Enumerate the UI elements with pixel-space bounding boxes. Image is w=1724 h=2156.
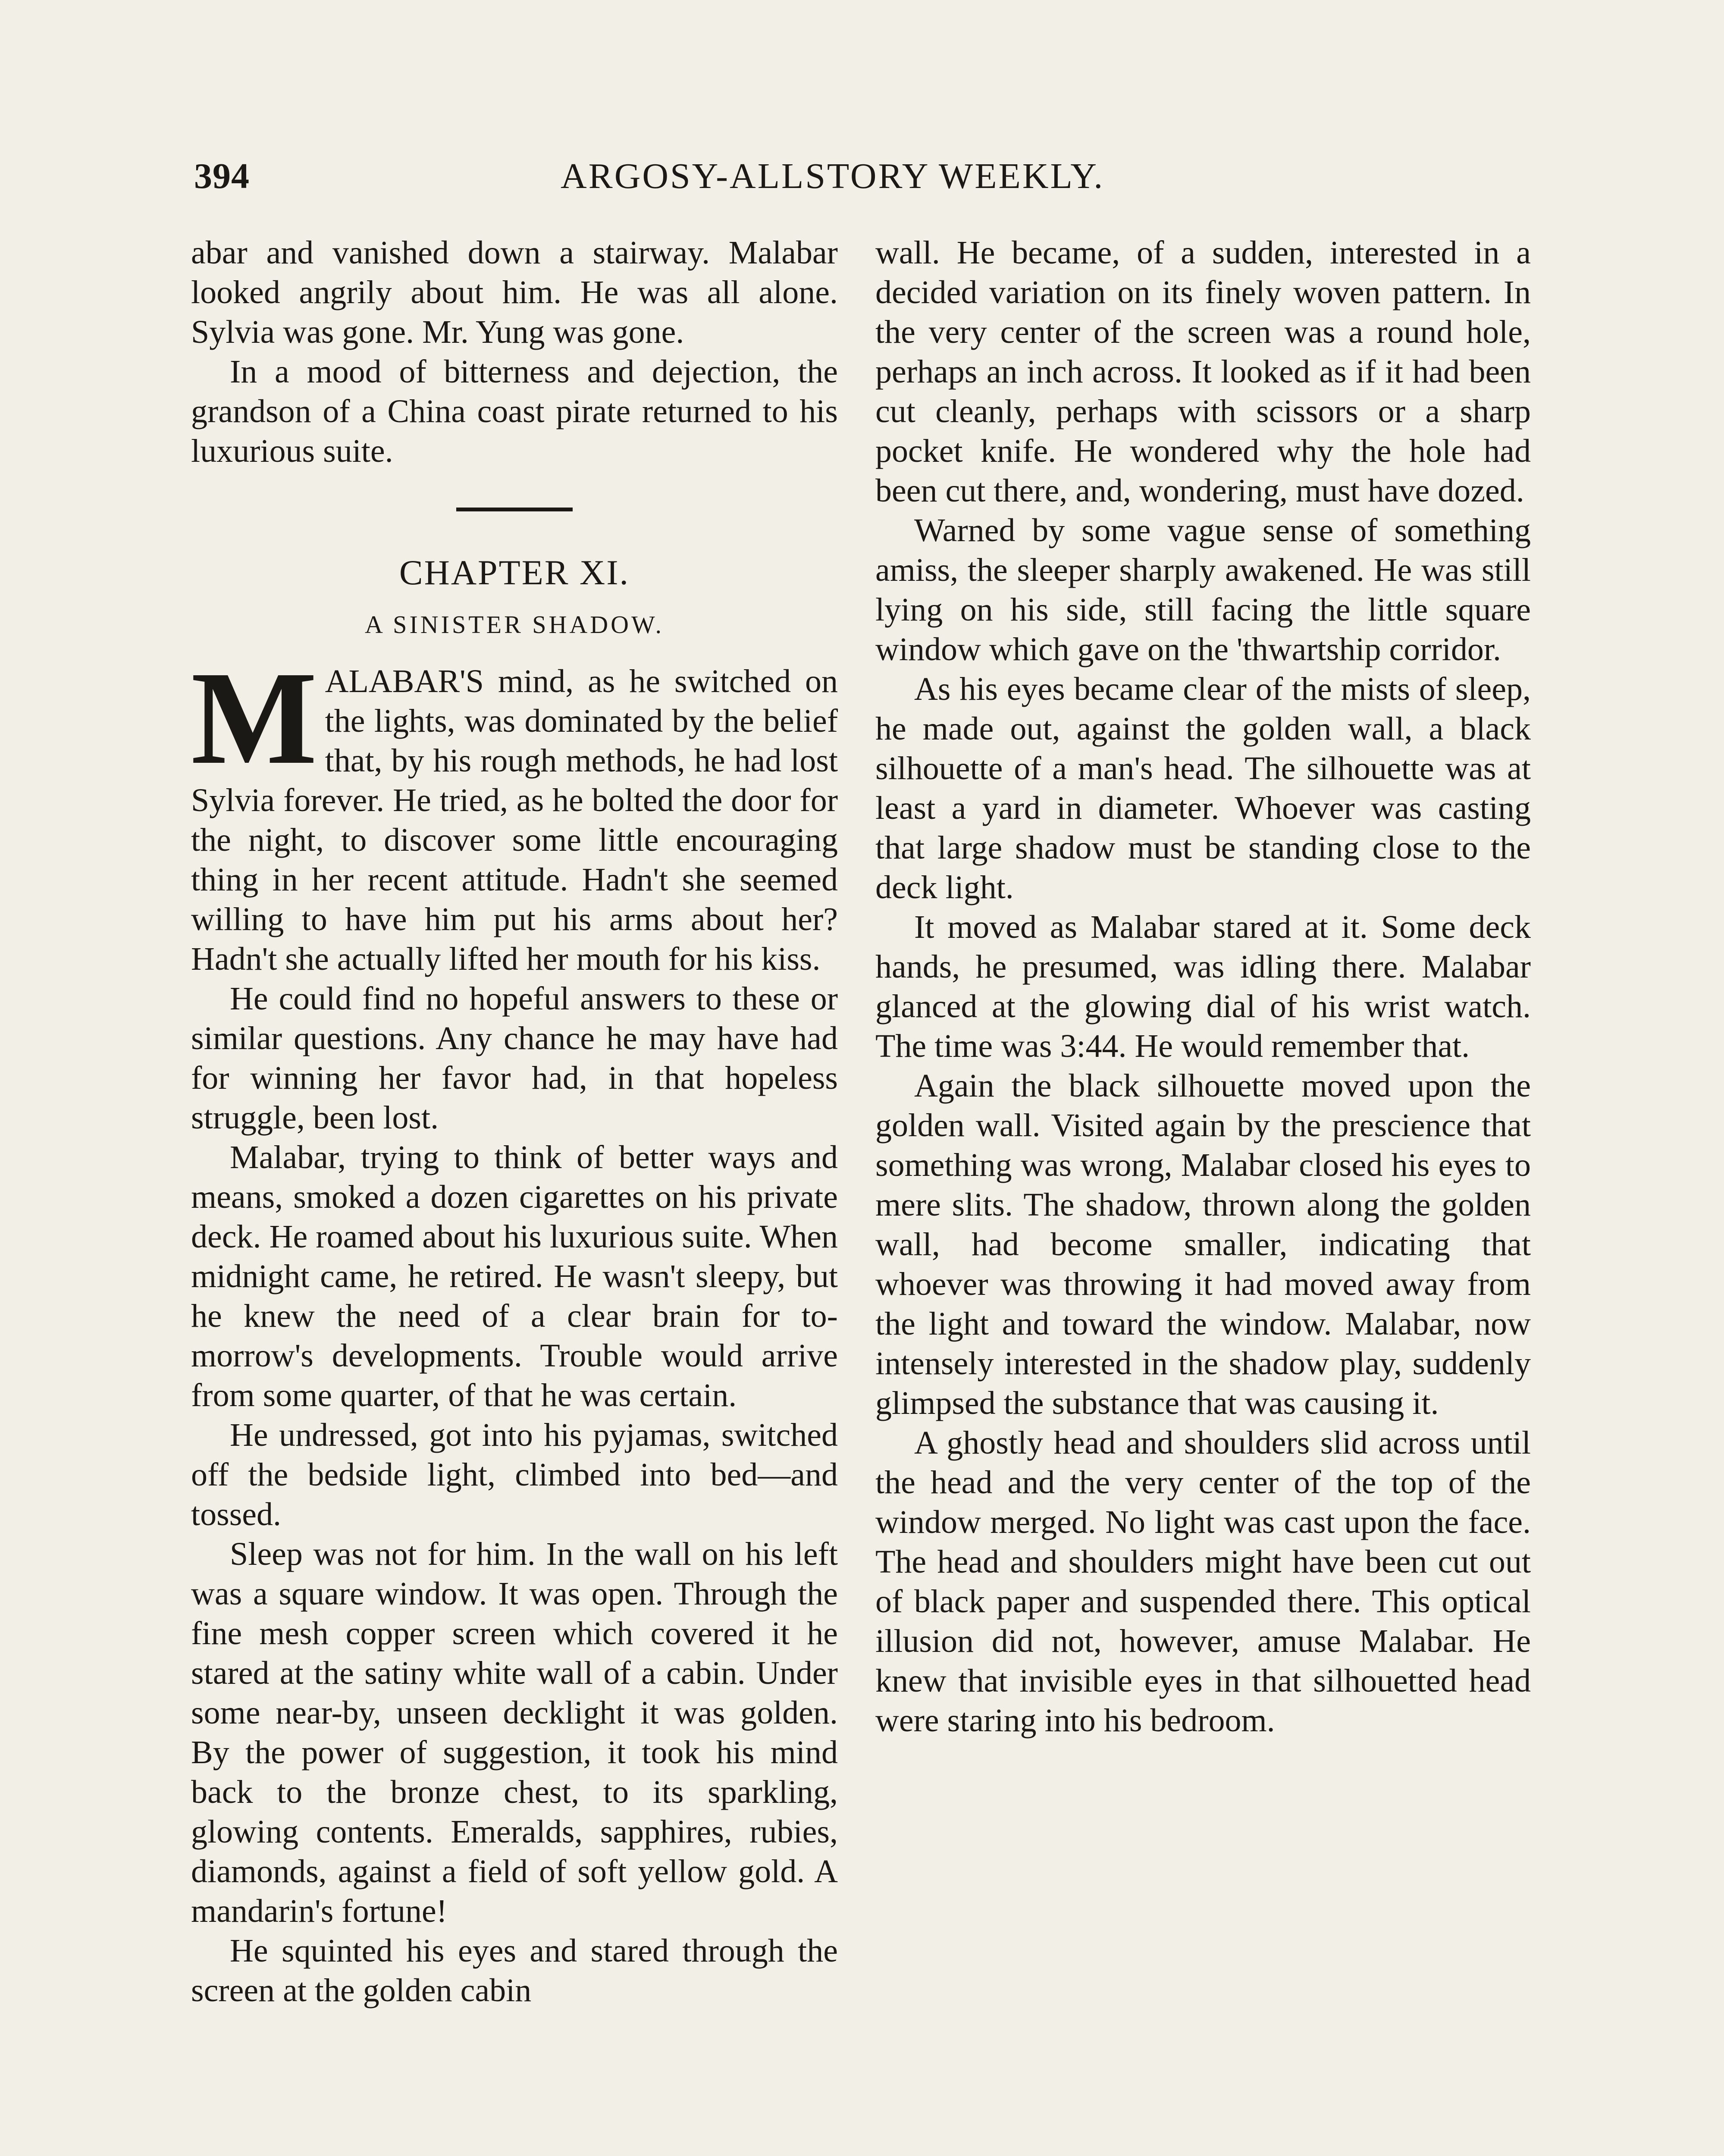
paragraph: As his eyes became clear of the mists of sleep, he made out, against the golden wall, a black silhouette of a man's head. The silhouette was at least a yard in diameter. Whoever was casting that large shadow must be standing close to the deck light.: [875, 671, 1531, 906]
continuation-paragraph-2: In a mood of bitterness and dejection, the grandson of a China coast pirate returned to his luxurious suite.: [191, 354, 838, 469]
paragraph: He undressed, got into his pyjamas, switched off the bedside light, climbed into bed—and tossed.: [191, 1417, 838, 1532]
chapter-heading: CHAPTER XI.: [399, 553, 630, 592]
opening-text: ALABAR'S mind, as he switched on the lights, was dominated by the belief that, by his rough methods, he had lost Sylvia forever. He tried, as he bolted the door for the night, to discover some little encouraging thing in her recent attitude. Hadn't she seemed willing to have him put his arms about her? Hadn't she actually lifted her mouth for his kiss.: [191, 663, 838, 977]
paragraph: He squinted his eyes and stared through the screen at the golden cabin: [191, 1933, 838, 2009]
section-divider: [456, 508, 573, 511]
magazine-title: ARGOSY-ALLSTORY WEEKLY.: [561, 156, 1105, 196]
continuation-paragraph: abar and vanished down a stairway. Malabar looked angrily about him. He was all alone. Sylvia was gone. Mr. Yung was gone.: [191, 235, 838, 350]
paragraph: Malabar, trying to think of better ways and means, smoked a dozen cigarettes on his private deck. He roamed about his luxurious suite. When midnight came, he retired. He wasn't sleepy, but he knew the need of a clear brain for to-morrow's developments. Trouble would arrive from some quarter, of that he was certain.: [191, 1139, 838, 1413]
paragraph: Warned by some vague sense of something amiss, the sleeper sharply awakened. He was still lying on his side, still facing the little square window which gave on the 'thwartship corridor.: [875, 512, 1531, 667]
paragraph: Again the black silhouette moved upon the golden wall. Visited again by the prescience that something was wrong, Malabar closed his eyes to mere slits. The shadow, thrown along the golden wall, had become smaller, indicating that whoever was throwing it had moved away from the light and toward the window. Malabar, now intensely interested in the shadow play, suddenly glimpsed the substance that was causing it.: [875, 1068, 1531, 1421]
chapter-opening-paragraph: [191, 644, 838, 979]
chapter-subtitle: A SINISTER SHADOW.: [365, 611, 664, 639]
paragraph: Sleep was not for him. In the wall on his left was a square window. It was open. Through the fine mesh copper screen which covered it he stared at the satiny white wall of a cabin. Under some near-by, unseen decklight it was golden. By the power of suggestion, it took his mind back to the bronze chest, to its sparkling, glowing contents. Emeralds, sapphires, rubies, diamonds, against a field of soft yellow gold. A mandarin's fortune!: [191, 1536, 838, 1929]
page-header: [0, 0, 1724, 224]
left-column: [191, 233, 838, 2010]
paragraph: It moved as Malabar stared at it. Some deck hands, he presumed, was idling there. Malabar glanced at the glowing dial of his wrist watch. The time was 3:44. He would remember that.: [875, 909, 1531, 1064]
paragraph: wall. He became, of a sudden, interested in a decided variation on its finely woven pattern. In the very center of the screen was a round hole, perhaps an inch across. It looked as if it had been cut cleanly, perhaps with scissors or a sharp pocket knife. He wondered why the hole had been cut there, and, wondering, must have dozed.: [875, 235, 1531, 509]
paragraph: He could find no hopeful answers to these or similar questions. Any chance he may have had for winning her favor had, in that hopeless struggle, been lost.: [191, 981, 838, 1136]
right-column: [875, 233, 1531, 1740]
page-number: 394: [194, 156, 250, 196]
drop-cap: M: [191, 644, 317, 792]
paragraph: A ghostly head and shoulders slid across until the head and the very center of the top of the window merged. No light was cast upon the face. The head and shoulders might have been cut out of black paper and suspended there. This optical illusion did not, however, amuse Malabar. He knew that invisible eyes in that silhouetted head were staring into his bedroom.: [875, 1425, 1531, 1739]
